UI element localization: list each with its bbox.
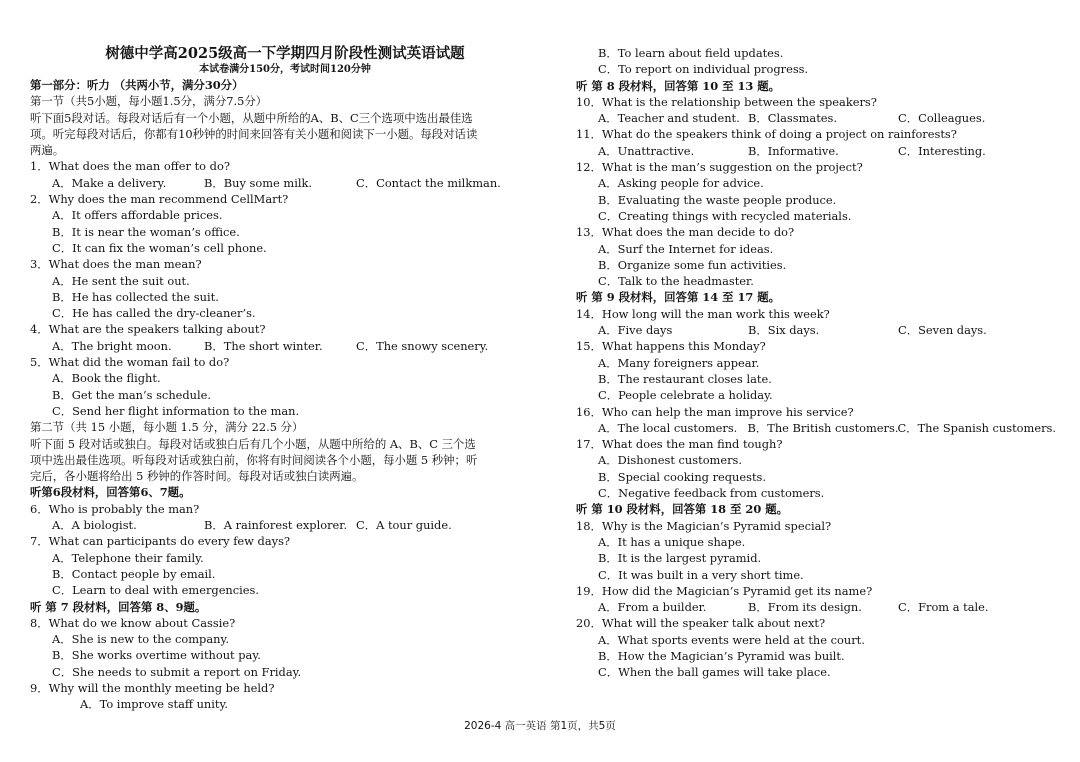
option-b: B．Organize some fun activities. (598, 257, 787, 272)
question-stem: 19．How did the Magician’s Pyramid get its name? (576, 583, 873, 598)
material-header: 听第6段材料，回答第6、7题。 (30, 485, 191, 500)
exam-title: 树德中学高2025级高一下学期四月阶段性测试英语试题 (105, 45, 465, 62)
question-stem: 11．What do the speakers think of doing a project on rainforests? (576, 127, 957, 142)
options-row (576, 143, 1056, 159)
option-c: C．A tour guide. (356, 518, 452, 533)
option-c: C．Colleagues. (898, 111, 986, 126)
option-c: C．Contact the milkman. (356, 175, 501, 190)
question-stem: 14．How long will the man work this week? (576, 306, 830, 321)
option-b: B．Special cooking requests. (598, 469, 767, 484)
question-stem: 3．What does the man mean? (30, 257, 202, 272)
option-b: B．Get the man’s schedule. (52, 387, 212, 402)
option-a: A．She is new to the company. (52, 632, 230, 647)
option-a: A．The bright moon. (52, 338, 172, 353)
question-stem: 20．What will the speaker talk about next? (576, 616, 826, 631)
option-b: B．Classmates. (748, 111, 837, 126)
option-a: A．Book the flight. (52, 371, 161, 386)
left-column (30, 44, 540, 713)
option-a: A．To improve staff unity. (80, 697, 229, 712)
question-stem: 15．What happens this Monday? (576, 339, 766, 354)
option-a: A．Telephone their family. (52, 550, 204, 565)
question-stem: 4．What are the speakers talking about? (30, 322, 266, 337)
question-stem: 1．What does the man offer to do? (30, 159, 230, 174)
option-a: A．Teacher and student. (598, 111, 740, 126)
option-c: C．Send her flight information to the man. (52, 403, 300, 418)
question-stem: 13．What does the man decide to do? (576, 225, 795, 240)
question-stem: 7．What can participants do every few days? (30, 534, 291, 549)
option-a: A．The local customers. (598, 420, 738, 435)
option-b: B．Contact people by email. (52, 566, 216, 581)
option-c: C．Seven days. (898, 323, 987, 338)
part-heading: 第一部分：听力 （共两小节，满分30分） (30, 78, 244, 92)
option-b: B．It is the largest pyramid. (598, 551, 762, 566)
option-b: B．Buy some milk. (204, 175, 312, 190)
option-a: A．Unattractive. (598, 143, 695, 158)
option-c: C．The Spanish customers. (897, 420, 1056, 435)
option-a: A．He sent the suit out. (52, 273, 190, 288)
options-row (576, 420, 1056, 436)
option-c: C．Negative feedback from customers. (598, 486, 825, 501)
instruction-line: 听下面5段对话。每段对话后有一个小题，从题中所给的A、B、C三个选项中选出最佳选 (30, 110, 473, 125)
instruction-line: 两遍。 (30, 143, 65, 158)
option-a: A．It has a unique shape. (598, 534, 746, 549)
material-header: 听 第 7 段材料，回答第 8、9题。 (30, 599, 207, 614)
question-stem: 9．Why will the monthly meeting be held? (30, 680, 275, 695)
section-heading: 第一节（共5小题，每小题1.5分，满分7.5分） (30, 94, 268, 109)
option-a: A．Many foreigners appear. (598, 355, 760, 370)
option-c: C．Interesting. (898, 143, 986, 158)
option-b: B．A rainforest explorer. (204, 518, 348, 533)
option-b: B．Six days. (748, 323, 820, 338)
question-stem: 17．What does the man find tough? (576, 437, 783, 452)
option-a: A．Dishonest customers. (598, 453, 743, 468)
question-stem: 10．What is the relationship between the speakers? (576, 94, 877, 109)
option-c: C．People celebrate a holiday. (598, 388, 773, 403)
option-b: B．It is near the woman’s office. (52, 224, 240, 239)
option-c: C．To report on individual progress. (598, 62, 809, 77)
exam-subtitle: 本试卷满分150分，考试时间120分钟 (199, 64, 371, 75)
option-c: C．Learn to deal with emergencies. (52, 583, 260, 598)
option-c: C．It was built in a very short time. (598, 567, 804, 582)
option-c: C．Creating things with recycled materials. (598, 208, 852, 223)
option-b: B．She works overtime without pay. (52, 648, 261, 663)
option-c: C．She needs to submit a report on Friday. (52, 664, 302, 679)
option-b: B．From its design. (748, 600, 862, 615)
option-b: B．He has collected the suit. (52, 289, 219, 304)
options-row (576, 322, 1056, 338)
instruction-line: 项。听完每段对话后，你都有10秒钟的时间来回答有关小题和阅读下一小题。每段对话读 (30, 126, 478, 141)
option-a: A．Asking people for advice. (598, 176, 764, 191)
instruction-line: 项中选出最佳选项。听每段对话或独白前，你将有时间阅读各个小题，每小题 5 秒钟；听 (30, 452, 478, 467)
question-stem: 12．What is the man’s suggestion on the project? (576, 160, 863, 175)
option-a: A．Five days (598, 323, 673, 338)
material-header: 听 第 10 段材料，回答第 18 至 20 题。 (576, 502, 789, 517)
options-row (30, 517, 540, 533)
option-c: C．The snowy scenery. (356, 338, 489, 353)
section-heading: 第二节（共 15 小题，每小题 1.5 分，满分 22.5 分） (30, 420, 304, 435)
options-row (576, 599, 1056, 615)
right-column (576, 45, 1056, 681)
option-c: C．When the ball games will take place. (598, 665, 831, 680)
option-a: A．Surf the Internet for ideas. (598, 241, 774, 256)
option-a: A．From a builder. (598, 600, 707, 615)
material-header: 听 第 8 段材料，回答第 10 至 13 题。 (576, 78, 781, 93)
question-stem: 16．Who can help the man improve his service? (576, 404, 854, 419)
question-stem: 2．Why does the man recommend CellMart? (30, 192, 289, 207)
option-b: B．Evaluating the waste people produce. (598, 192, 837, 207)
instruction-line: 听下面 5 段对话或独白。每段对话或独白后有几个小题，从题中所给的 A、B、C 三个选 (30, 436, 476, 451)
question-stem: 18．Why is the Magician’s Pyramid special? (576, 518, 832, 533)
question-stem: 6．Who is probably the man? (30, 501, 200, 516)
page-footer: 2026-4 高一英语 第1页，共5页 (464, 720, 616, 732)
question-stem: 5．What did the woman fail to do? (30, 355, 230, 370)
options-row (576, 110, 1056, 126)
option-b: B．Informative. (748, 143, 839, 158)
material-header: 听 第 9 段材料，回答第 14 至 17 题。 (576, 290, 781, 305)
option-b: B．The restaurant closes late. (598, 371, 772, 386)
option-c: C．It can fix the woman’s cell phone. (52, 240, 267, 255)
options-row (30, 338, 540, 354)
option-b: B．How the Magician’s Pyramid was built. (598, 648, 845, 663)
option-b: B．To learn about field updates. (598, 46, 784, 60)
option-c: C．He has called the dry-cleaner’s. (52, 306, 256, 321)
option-a: A．Make a delivery. (52, 175, 167, 190)
option-a: A．It offers affordable prices. (52, 208, 223, 223)
option-a: A．A biologist. (52, 518, 137, 533)
options-row (30, 175, 540, 191)
option-b: B．The short winter. (204, 338, 323, 353)
instruction-line: 完后，各小题将给出 5 秒钟的作答时间。每段对话或独白读两遍。 (30, 469, 364, 484)
option-c: C．Talk to the headmaster. (598, 274, 754, 289)
option-c: C．From a tale. (898, 600, 989, 615)
question-stem: 8．What do we know about Cassie? (30, 615, 236, 630)
option-a: A．What sports events were held at the court. (598, 632, 865, 647)
option-b: B．The British customers. (747, 420, 899, 435)
